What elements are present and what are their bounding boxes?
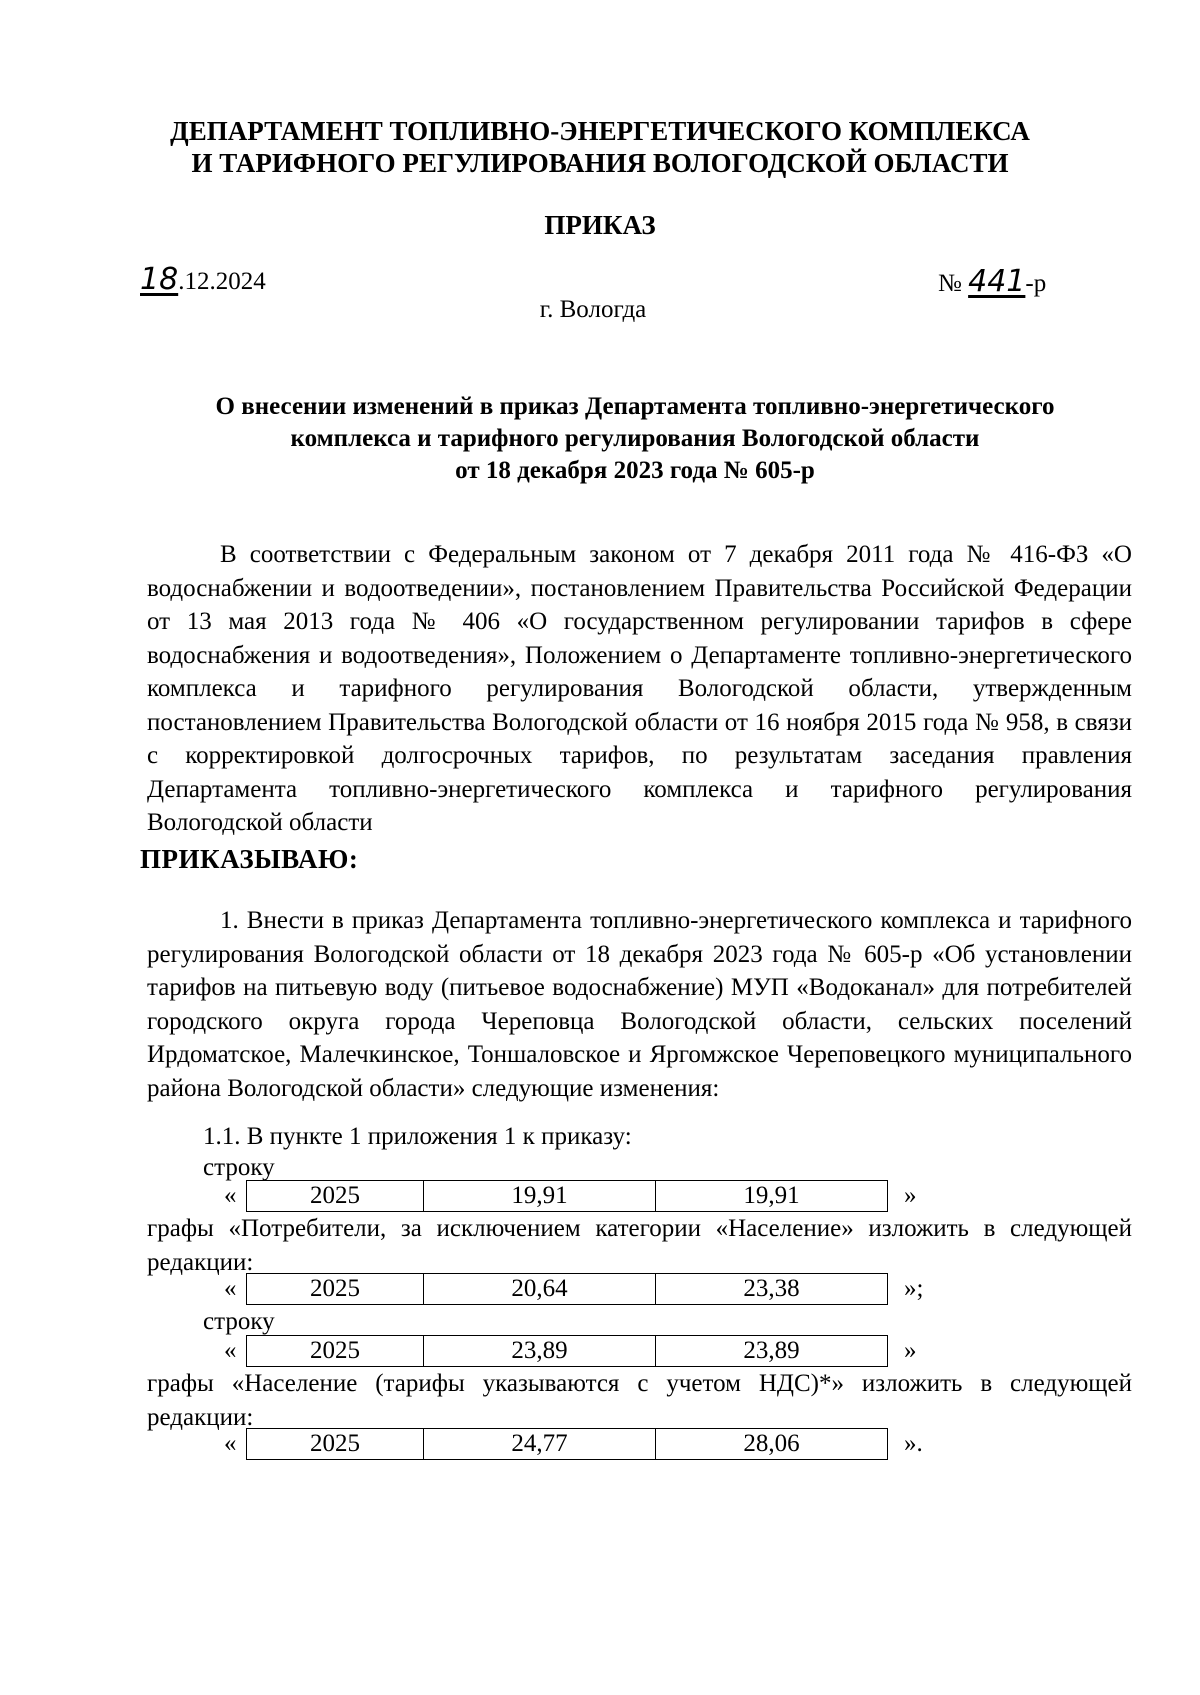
quote-close: » [904,1337,917,1364]
date-day-handwritten: 18 [140,262,179,297]
cell-value-1: 19,91 [424,1181,656,1211]
cell-value-1: 24,77 [424,1429,656,1459]
item-1-1: 1.1. В пункте 1 приложения 1 к приказу: [203,1123,632,1150]
quote-close: »; [904,1275,924,1302]
number-suffix: -р [1025,270,1047,297]
order-word: ПРИКАЗЫВАЮ: [140,844,359,874]
title-line1: О внесении изменений в приказ Департамента топливно-энергетического [215,393,1055,420]
word-stroku-1: строку [203,1154,275,1181]
doc-type: ПРИКАЗ [544,210,656,240]
consumers-text-block [147,1212,1132,1279]
order-date [140,262,266,297]
cell-year: 2025 [247,1274,424,1304]
word-stroku-2: строку [203,1308,275,1335]
cell-year: 2025 [247,1336,424,1366]
order-number [938,264,1046,299]
population-text-block [147,1367,1132,1434]
table-cells [246,1335,888,1367]
cell-value-2: 23,38 [743,1275,800,1302]
city: г. Вологда [539,296,647,323]
cell-value-1: 20,64 [424,1274,656,1304]
number-prefix: № [938,270,962,297]
quote-open: « [224,1275,237,1302]
preamble [147,538,1132,840]
quote-open: « [224,1182,237,1209]
table-cells [246,1180,888,1212]
department-name-line2: И ТАРИФНОГО РЕГУЛИРОВАНИЯ ВОЛОГОДСКОЙ ОБЛАСТИ [191,148,1009,178]
cell-value-1: 23,89 [424,1336,656,1366]
cell-year: 2025 [247,1181,424,1211]
cell-value-2: 23,89 [743,1337,800,1364]
table-cells [246,1428,888,1460]
consumers-text: графы «Потребители, за исключением категории «Население» изложить в следующей редакции: [147,1215,1132,1276]
cell-value-2: 19,91 [743,1182,800,1209]
cell-value-2: 28,06 [743,1430,800,1457]
department-name-line1: ДЕПАРТАМЕНТ ТОПЛИВНО-ЭНЕРГЕТИЧЕСКОГО КОМПЛЕКСА [170,116,1030,146]
quote-close: ». [904,1430,923,1457]
cell-year: 2025 [247,1429,424,1459]
quote-open: « [224,1430,237,1457]
title-line2: комплекса и тарифного регулирования Вологодской области [290,425,980,452]
population-text: графы «Население (тарифы указываются с учетом НДС)*» изложить в следующей редакции: [147,1370,1132,1431]
item-1 [147,904,1132,1105]
quote-close: » [904,1182,917,1209]
item-1-text: 1. Внести в приказ Департамента топливно-энергетического комплекса и тарифного регулирования Вологодской области от 18 декабря 2023 года № 605-р «Об установлении тарифов на питьевую воду (питьевое водоснабжение) МУП «Водоканал» для потребителей городского округа города Череповца Вологодской области, сельских поселений Ирдоматское, Малечкинское, Тоншаловское и Яргомжское Череповецкого муниципального района Вологодской области» следующие изменения: [147,907,1132,1102]
title-line3: от 18 декабря 2023 года № 605-р [455,457,815,484]
date-rest: .12.2024 [178,268,266,295]
table-cells [246,1273,888,1305]
preamble-text: В соответствии с Федеральным законом от 7 декабря 2011 года № 416-ФЗ «О водоснабжении и водоотведении», постановлением Правительства Российской Федерации от 13 мая 2013 года № 406 «О государственном регулировании тарифов в сфере водоснабжения и водоотведения», Положением о Департаменте топливно-энергетического комплекса и тарифного регулирования Вологодской области, утвержденным постановлением Правительства Вологодской области от 16 ноября 2015 года № 958, в связи с корректировкой долгосрочных тарифов, по результатам заседания правления Департамента топливно-энергетического комплекса и тарифного регулирования Вологодской области [147,541,1132,836]
quote-open: « [224,1337,237,1364]
number-handwritten: 441 [968,264,1026,299]
